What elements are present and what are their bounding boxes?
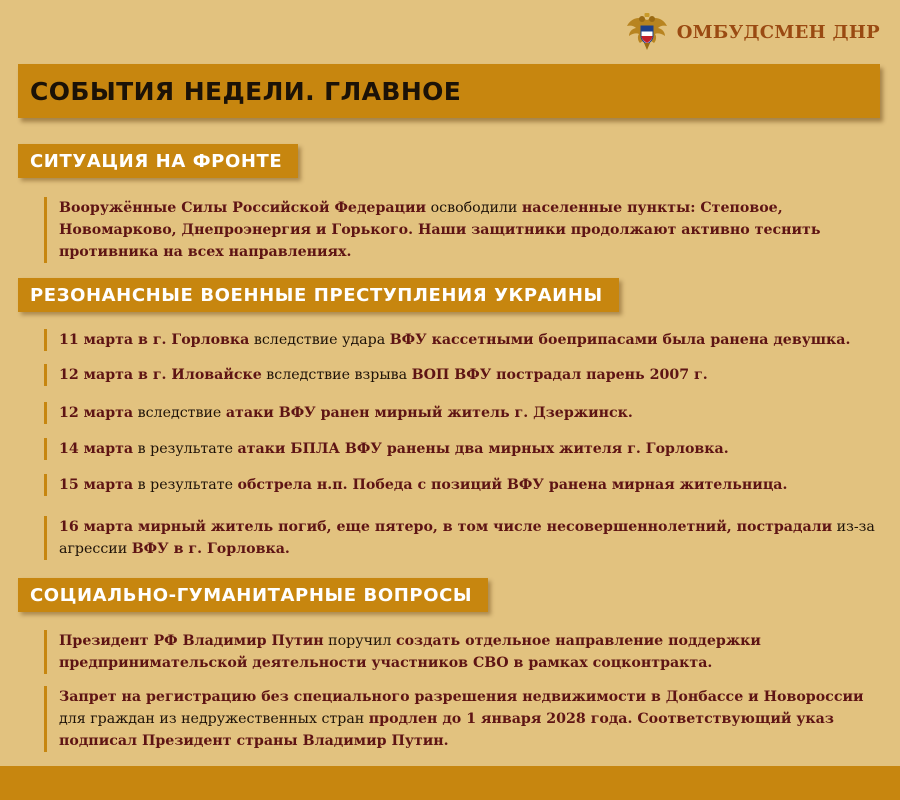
crime-item xyxy=(44,474,892,496)
logo-text: ОМБУДСМЕН ДНР xyxy=(676,21,880,43)
page-title-banner xyxy=(18,64,880,118)
plain-text: в результате xyxy=(133,477,238,493)
highlight-text: 12 марта в г. Иловайске xyxy=(59,367,262,383)
highlight-text: ВФУ кассетными боеприпасами была ранена девушка. xyxy=(389,332,851,348)
highlight-text: ВФУ в г. Горловка. xyxy=(131,541,290,557)
plain-text: в результате xyxy=(133,441,238,457)
plain-text: для граждан из недружественных стран xyxy=(59,711,369,727)
social-item xyxy=(44,686,892,752)
highlight-text: атаки БПЛА ВФУ ранены два мирных жителя г. Горловка. xyxy=(237,441,729,457)
plain-text: из-за агрессии xyxy=(59,519,875,557)
front-item xyxy=(44,197,892,263)
highlight-text: Запрет на регистрацию без специального разрешения недвижимости в Донбассе и Новороссии xyxy=(59,689,864,705)
crime-item xyxy=(44,516,892,560)
highlight-text: теснить противника на всех направлениях. xyxy=(59,222,821,260)
social-item xyxy=(44,630,892,674)
highlight-text: 11 марта в г. Горловка xyxy=(59,332,250,348)
highlight-text: создать отдельное направление поддержки предпринимательской деятельности участников СВО в рамках соцконтракта. xyxy=(59,633,761,671)
highlight-text: ВОП ВФУ пострадал парень 2007 г. xyxy=(411,367,708,383)
highlight-text: населенные пункты: Степовое, Новомарково, Днепроэнергия и Горького. Наши защитники продолжают активно xyxy=(59,200,783,238)
highlight-text: Президент РФ Владимир Путин xyxy=(59,633,324,649)
plain-text: вследствие xyxy=(133,405,226,421)
highlight-text: 15 марта xyxy=(59,477,134,493)
section-title: РЕЗОНАНСНЫЕ ВОЕННЫЕ ПРЕСТУПЛЕНИЯ УКРАИНЫ xyxy=(30,284,603,306)
section-header-crimes xyxy=(18,278,619,312)
highlight-text: продлен до 1 января 2028 года. Соответствующий указ подписал Президент страны Владимир Путин. xyxy=(59,711,834,749)
crime-item xyxy=(44,402,892,424)
ombudsman-logo xyxy=(625,12,880,52)
crime-item xyxy=(44,438,892,460)
section-title: СИТУАЦИЯ НА ФРОНТЕ xyxy=(30,150,283,172)
plain-text: вследствие взрыва xyxy=(261,367,412,383)
crime-item xyxy=(44,329,892,351)
highlight-text: обстрела н.п. Победа с позиций ВФУ ранена мирная жительница. xyxy=(237,477,788,493)
highlight-text: 14 марта xyxy=(59,441,134,457)
crime-item xyxy=(44,364,892,386)
plain-text: поручил xyxy=(323,633,396,649)
section-title: СОЦИАЛЬНО-ГУМАНИТАРНЫЕ ВОПРОСЫ xyxy=(30,584,473,606)
footer-bar xyxy=(0,766,900,800)
highlight-text: 16 марта мирный житель погиб, еще пятеро, в том числе несовершеннолетний, пострадали xyxy=(59,519,833,535)
highlight-text: 12 марта xyxy=(59,405,134,421)
plain-text: вследствие удара xyxy=(249,332,390,348)
section-header-social xyxy=(18,578,488,612)
highlight-text: атаки ВФУ ранен мирный житель г. Дзержинск. xyxy=(225,405,633,421)
section-header-front xyxy=(18,144,298,178)
page-title: СОБЫТИЯ НЕДЕЛИ. ГЛАВНОЕ xyxy=(30,76,462,106)
highlight-text: Вооружённые Силы Российской Федерации xyxy=(59,200,427,216)
plain-text: освободили xyxy=(426,200,522,216)
double-headed-eagle-emblem-icon xyxy=(625,12,669,52)
